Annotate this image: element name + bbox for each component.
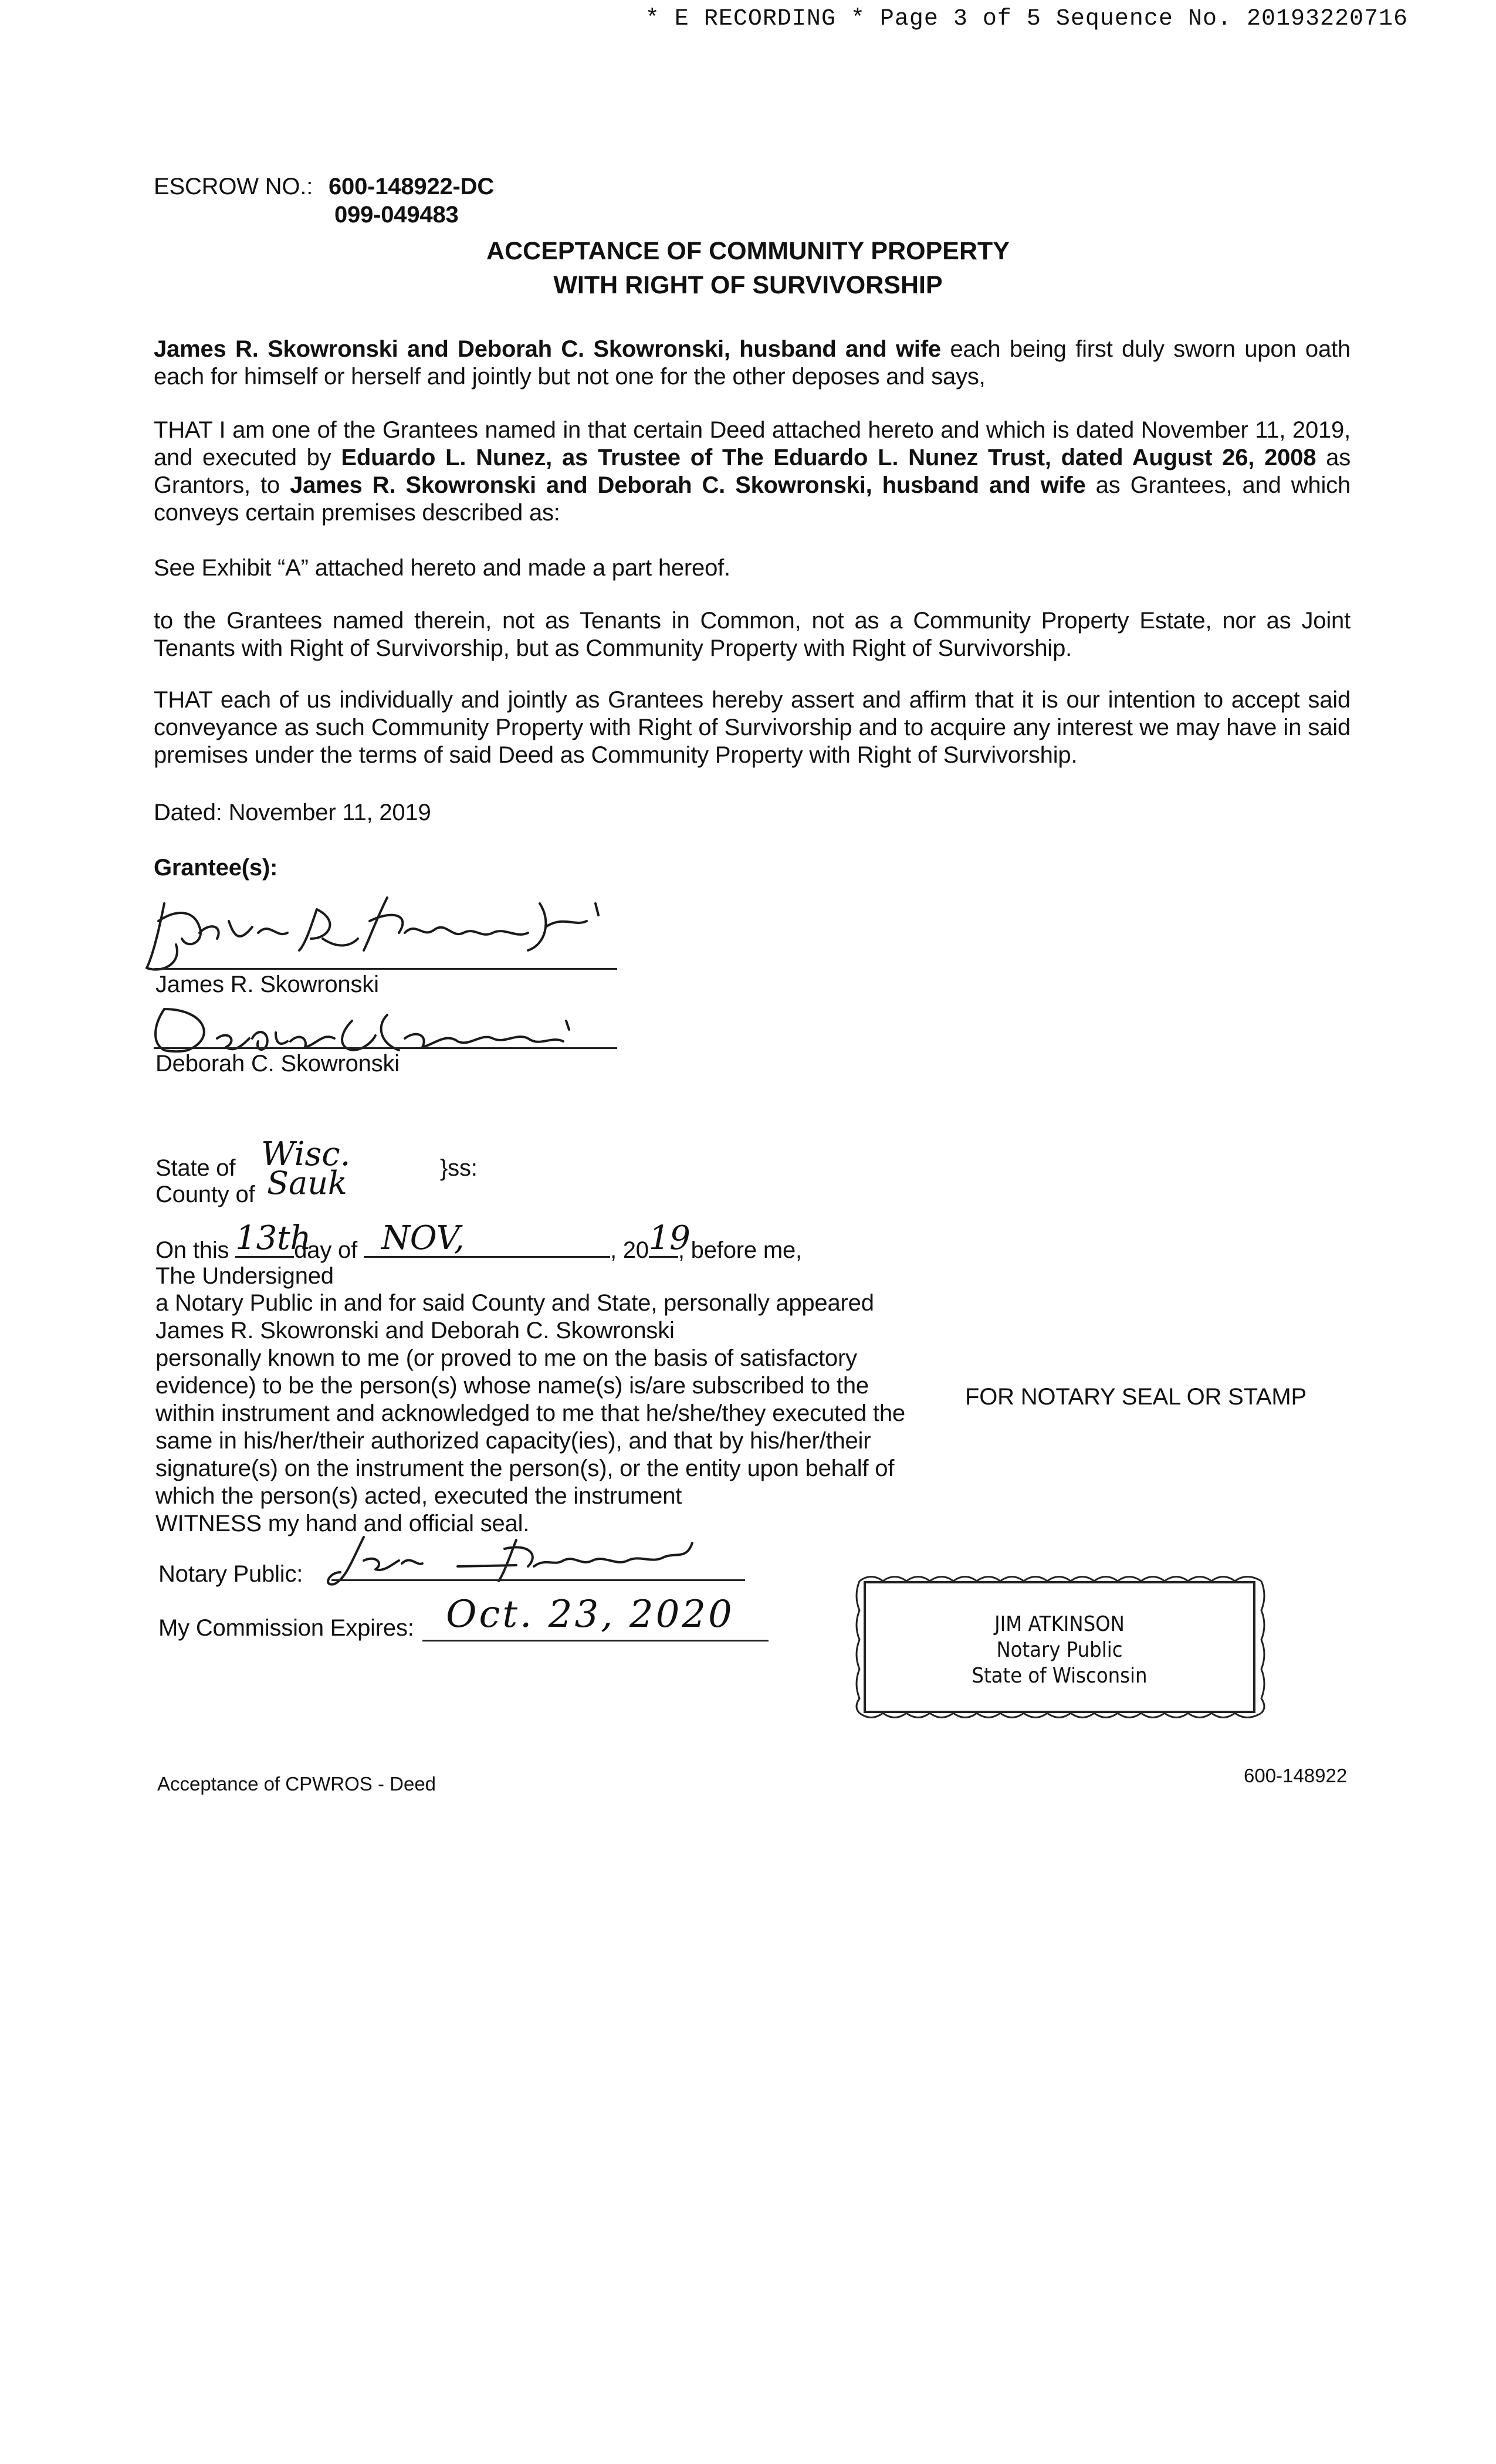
- notary-line: evidence) to be the person(s) whose name(s) is/are subscribed to the: [155, 1373, 869, 1399]
- document-title-line1: ACCEPTANCE OF COMMUNITY PROPERTY: [486, 237, 1010, 265]
- commission-line: [422, 1640, 769, 1641]
- month-blank: [364, 1219, 610, 1258]
- footer-file-number: 600-148922: [1244, 1765, 1348, 1786]
- recording-header: * E RECORDING * Page 3 of 5 Sequence No. 20193220716: [645, 6, 1408, 32]
- notary-line: a Notary Public in and for said County and State, personally appeared: [155, 1290, 874, 1316]
- escrow-number-primary: 600-148922-DC: [329, 174, 495, 199]
- grantee-name-james: James R. Skowronski: [155, 972, 379, 997]
- state-label: State of: [155, 1155, 236, 1181]
- notary-line: James R. Skowronski and Deborah C. Skowronski: [155, 1318, 675, 1343]
- grantor-name: Eduardo L. Nunez, as Trustee of The Eduardo L. Nunez Trust, dated August 26, 2008: [341, 445, 1316, 471]
- state-value: Wisc.: [261, 1135, 351, 1173]
- affiants-names: James R. Skowronski and Deborah C. Skowronski, husband and wife: [154, 336, 941, 362]
- notary-signature-line: [331, 1579, 745, 1581]
- commission-value: Oct. 23, 2020: [446, 1593, 735, 1636]
- notary-signature: [329, 1531, 739, 1590]
- deed-text-c: as Grantees, and which conveys certain premises described as:: [154, 472, 1351, 526]
- notary-line: which the person(s) acted, executed the instrument: [155, 1483, 682, 1509]
- document-title-line2: WITH RIGHT OF SURVIVORSHIP: [553, 271, 943, 299]
- stamp-notary-name: JIM ATKINSON: [994, 1612, 1125, 1636]
- ss-marker: }ss:: [440, 1155, 478, 1181]
- notary-line: personally known to me (or proved to me on the basis of satisfactory: [155, 1345, 857, 1371]
- notary-line: within instrument and acknowledged to me that he/she/they executed the: [155, 1400, 905, 1426]
- escrow-number-secondary: 099-049483: [334, 202, 459, 228]
- day-of-label: day of: [294, 1237, 358, 1263]
- county-label: County of: [155, 1182, 255, 1207]
- grantees-names: James R. Skowronski and Deborah C. Skowronski, husband and wife: [290, 472, 1086, 498]
- notary-line: WITNESS my hand and official seal.: [155, 1511, 530, 1536]
- undersigned-label: The Undersigned: [155, 1263, 334, 1289]
- notary-line: same in his/her/their authorized capacity(ies), and that by his/her/their: [155, 1428, 871, 1454]
- commission-label: My Commission Expires:: [158, 1615, 414, 1641]
- paragraph-affiants: [154, 336, 1351, 391]
- stamp-notary-title: Notary Public: [996, 1638, 1123, 1662]
- deed-text-a: THAT I am one of the Grantees named in that certain Deed attached hereto and which is dated November 11, 2019, and executed by: [154, 417, 1351, 471]
- notary-seal-label: FOR NOTARY SEAL OR STAMP: [965, 1384, 1307, 1410]
- notary-acknowledgment: [155, 1289, 930, 1538]
- year-blank: [648, 1219, 691, 1258]
- escrow-label: ESCROW NO.:: [154, 174, 313, 199]
- notary-public-label: Notary Public:: [158, 1561, 303, 1587]
- day-blank: [235, 1219, 312, 1258]
- year-prefix: , 20: [610, 1237, 649, 1263]
- footer-form-name: Acceptance of CPWROS - Deed: [157, 1773, 436, 1795]
- deed-text-b: as Grantors, to: [154, 445, 1351, 498]
- month-value: NOV,: [381, 1219, 465, 1257]
- day-value: 13th: [235, 1219, 312, 1257]
- dated-line: Dated: November 11, 2019: [154, 800, 431, 825]
- year-value: 19: [648, 1219, 691, 1257]
- signature-line-james: [154, 968, 617, 970]
- paragraph-deed: [154, 417, 1351, 527]
- grantees-label: Grantee(s):: [154, 855, 278, 881]
- paragraph-exhibit: See Exhibit “A” attached hereto and made a part hereof.: [154, 555, 730, 581]
- paragraph-affirmation: THAT each of us individually and jointly as Grantees hereby assert and affirm that it is our intention to accept said conveyance as such Community Property with Right of Survivorship and to acquire any interest we may have in said premises under the terms of said Deed as Community Property with Right of Survivorship.: [154, 687, 1351, 768]
- notary-date-line: [155, 1219, 802, 1264]
- county-value: Sauk: [267, 1165, 347, 1201]
- stamp-notary-state: State of Wisconsin: [972, 1664, 1148, 1688]
- grantee-name-deborah: Deborah C. Skowronski: [155, 1051, 400, 1077]
- signature-line-deborah: [154, 1047, 617, 1049]
- notary-stamp: [864, 1581, 1255, 1713]
- affiants-oath: each being first duly sworn upon oath each for himself or herself and jointly but not one for the other deposes and says,: [154, 336, 1351, 390]
- on-this-label: On this: [155, 1237, 229, 1263]
- paragraph-tenancy: to the Grantees named therein, not as Tenants in Common, not as a Community Property Estate, nor as Joint Tenants with Right of Survivorship, but as Community Property with Right of Survivorship.: [154, 608, 1351, 661]
- before-me-label: , before me,: [678, 1237, 802, 1263]
- notary-line: signature(s) on the instrument the person(s), or the entity upon behalf of: [155, 1456, 895, 1481]
